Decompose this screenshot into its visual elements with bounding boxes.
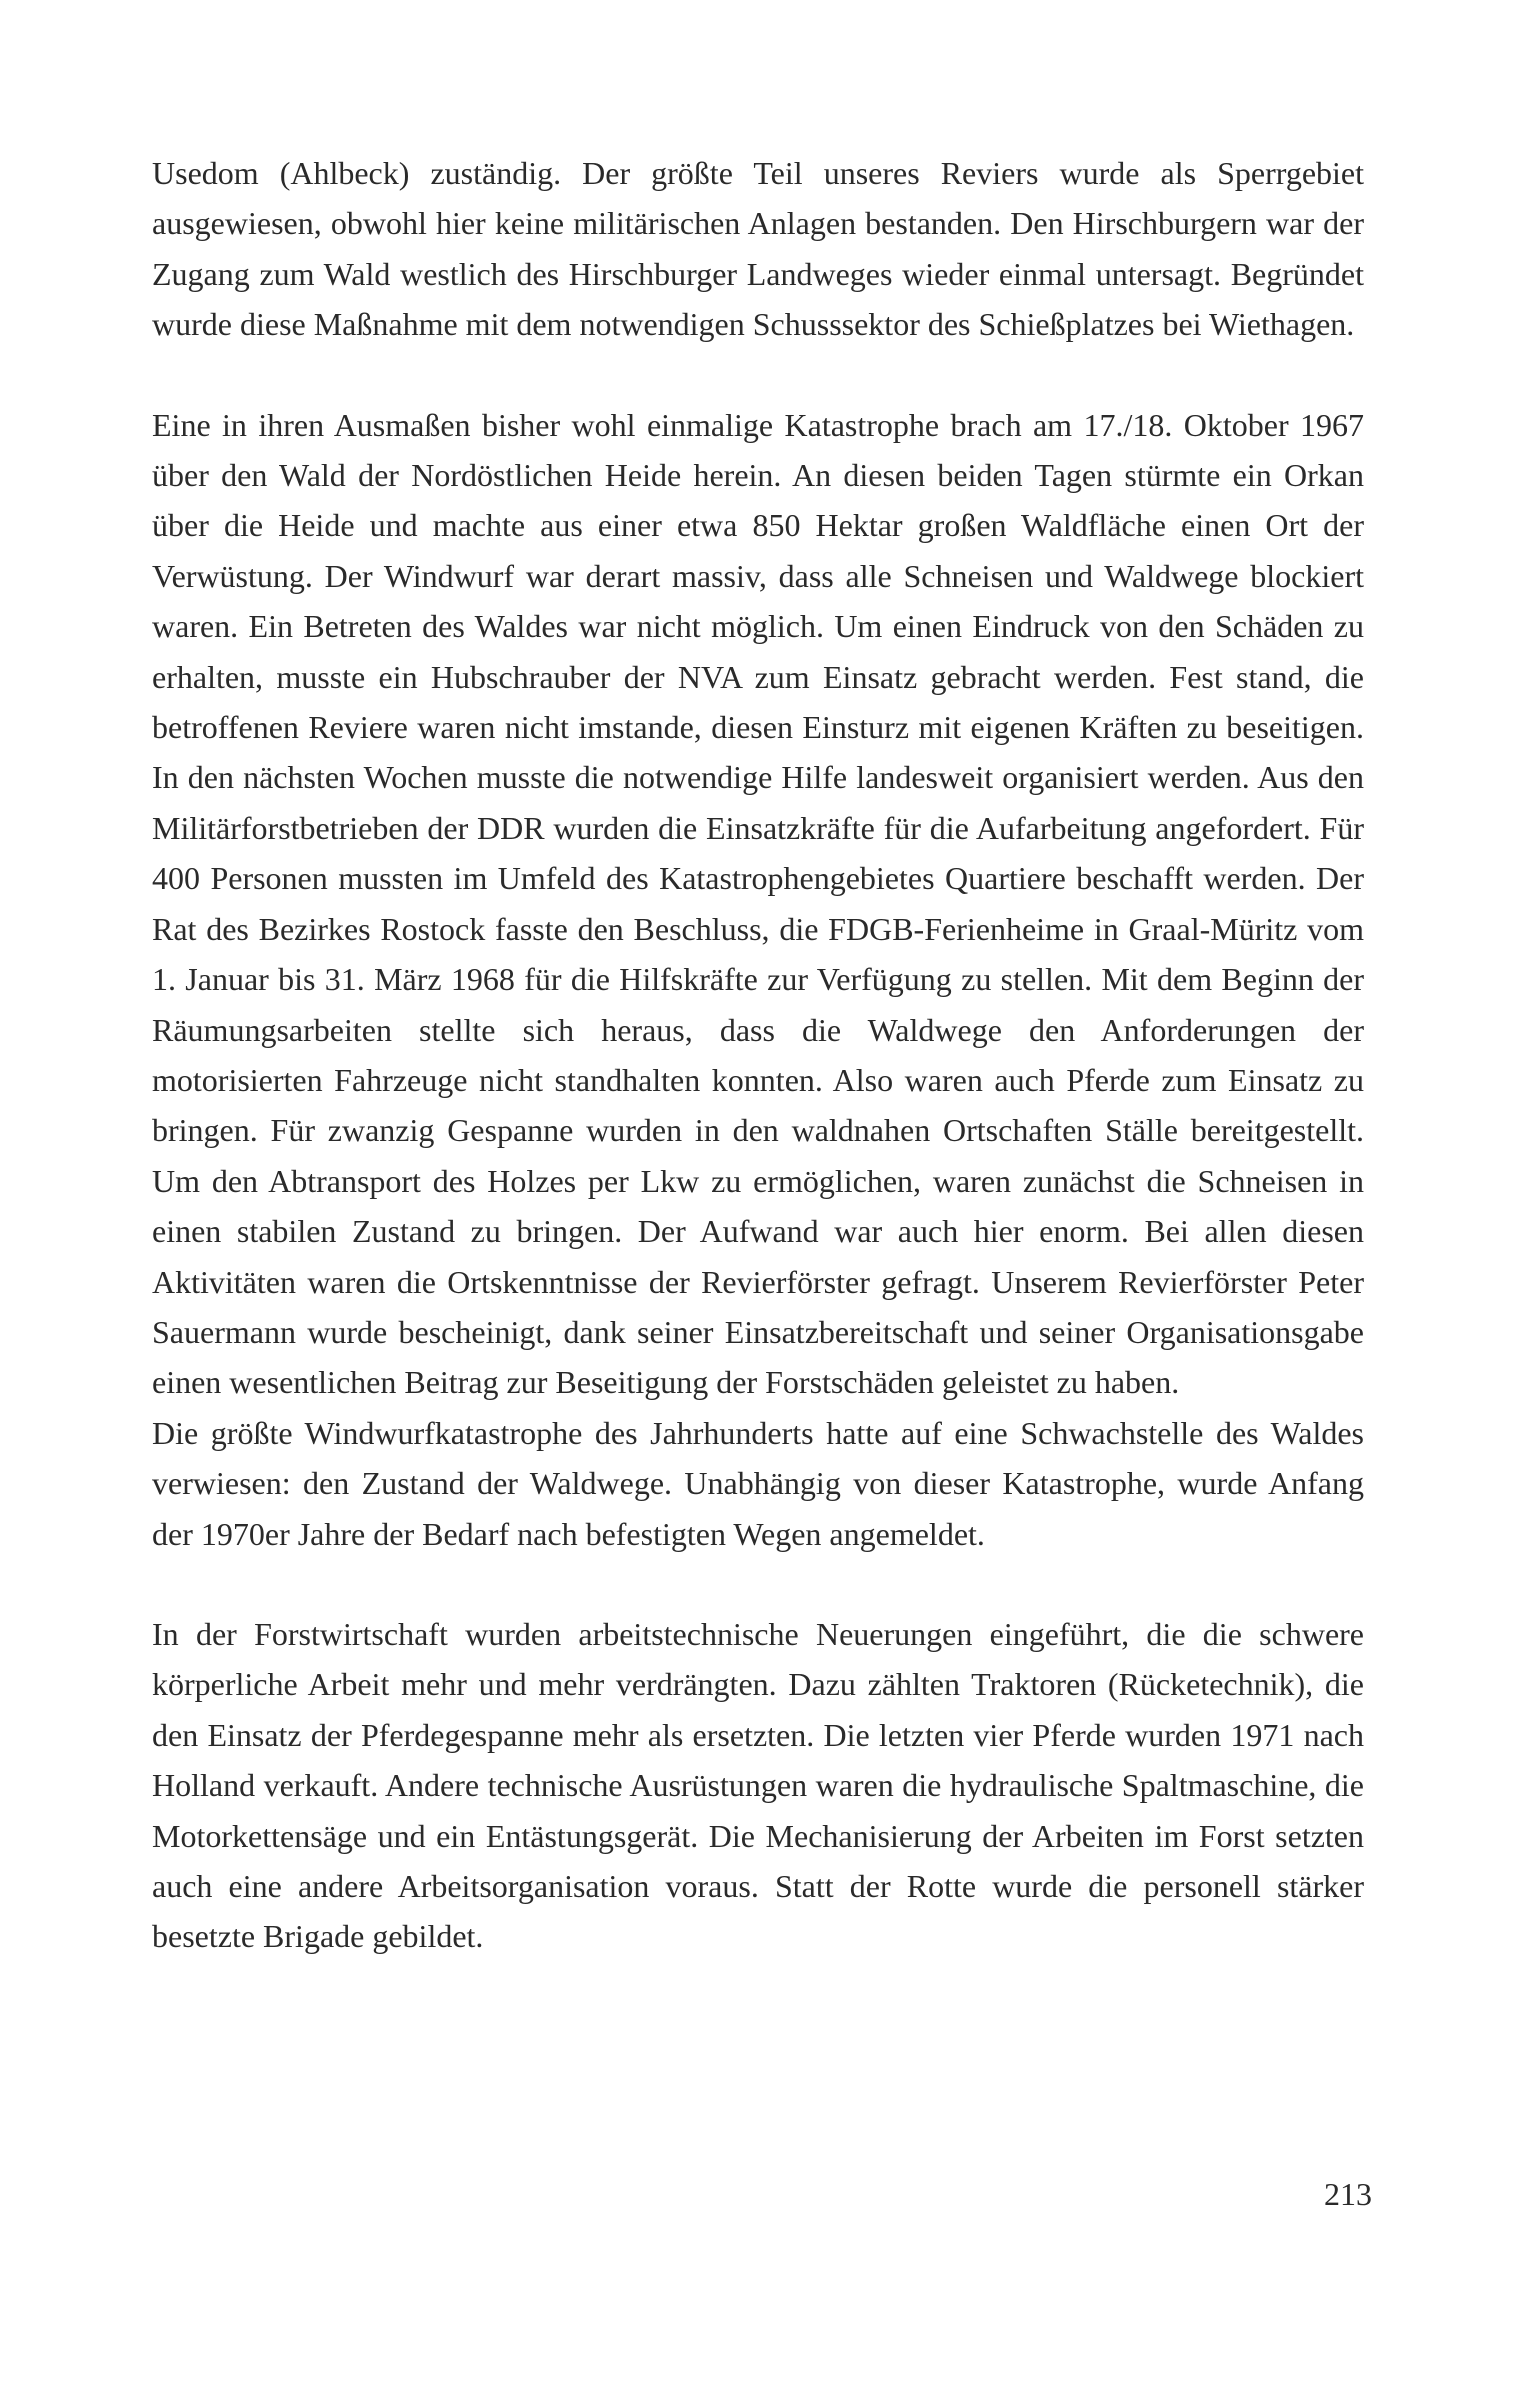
page-number: 213: [1324, 2176, 1372, 2212]
paragraph-1: Usedom (Ahlbeck) zuständig. Der größte Teil unseres Reviers wurde als Sperrgebiet ausgewiesen, obwohl hier keine militärischen Anlagen bestanden. Den Hirschburgern war der Zugang zum Wald westlich des Hirschburger Landweges wieder einmal untersagt. Begründet wurde diese Maßnahme mit dem notwendigen Schusssektor des Schießplatzes bei Wiethagen.: [152, 155, 1364, 343]
body-text: [152, 148, 1364, 1962]
paragraph-4: In der Forstwirtschaft wurden arbeitstechnische Neuerungen eingeführt, die die schwere körperliche Arbeit mehr und mehr verdrängten. Dazu zählten Traktoren (Rücketechnik), die den Einsatz der Pferdegespanne mehr als ersetzten. Die letzten vier Pferde wurden 1971 nach Holland verkauft. Andere technische Ausrüstungen waren die hydraulische Spaltmaschine, die Motorkettensäge und ein Entästungsgerät. Die Mechanisierung der Arbeiten im Forst setzten auch eine andere Arbeitsorganisation voraus. Statt der Rotte wurde die personell stärker besetzte Brigade gebildet.: [152, 1615, 1364, 1955]
paragraph-3: Die größte Windwurfkatastrophe des Jahrhunderts hatte auf eine Schwachstelle des Waldes verwiesen: den Zustand der Waldwege. Unabhängig von dieser Katastrophe, wurde Anfang der 1970er Jahre der Bedarf nach befestigten Wegen angemeldet.: [152, 1414, 1364, 1552]
paragraph-2: Eine in ihren Ausmaßen bisher wohl einmalige Katastrophe brach am 17./18. Oktober 1967 über den Wald der Nordöstlichen Heide herein. An diesen beiden Tagen stürmte ein Orkan über die Heide und machte aus einer etwa 850 Hektar großen Waldfläche einen Ort der Verwüstung. Der Windwurf war derart massiv, dass alle Schneisen und Waldwege blockiert waren. Ein Betreten des Waldes war nicht möglich. Um einen Eindruck von den Schäden zu erhalten, musste ein Hubschrauber der NVA zum Einsatz gebracht werden. Fest stand, die betroffenen Reviere waren nicht imstande, diesen Einsturz mit eigenen Kräften zu beseitigen. In den nächsten Wochen musste die notwendige Hilfe landesweit organisiert werden. Aus den Militärforstbetrieben der DDR wurden die Einsatzkräfte für die Aufarbeitung angefordert. Für 400 Personen mussten im Umfeld des Katastrophengebietes Quartiere beschafft werden. Der Rat des Bezirkes Rostock fasste den Beschluss, die FDGB-Ferienheime in Graal-Müritz vom 1. Januar bis 31. März 1968 für die Hilfskräfte zur Verfügung zu stellen. Mit dem Beginn der Räumungsarbeiten stellte sich heraus, dass die Waldwege den Anforderungen der motorisierten Fahrzeuge nicht standhalten konnten. Also waren auch Pferde zum Einsatz zu bringen. Für zwanzig Gespanne wurden in den waldnahen Ortschaften Ställe bereitgestellt. Um den Abtransport des Holzes per Lkw zu ermöglichen, waren zunächst die Schneisen in einen stabilen Zustand zu bringen. Der Aufwand war auch hier enorm. Bei allen diesen Aktivitäten waren die Ortskenntnisse der Revierförster gefragt. Unserem Revierförster Peter Sauermann wurde bescheinigt, dank seiner Einsatzbereitschaft und seiner Organisationsgabe einen wesentlichen Beitrag zur Beseitigung der Forstschäden geleistet zu haben.: [152, 406, 1364, 1401]
